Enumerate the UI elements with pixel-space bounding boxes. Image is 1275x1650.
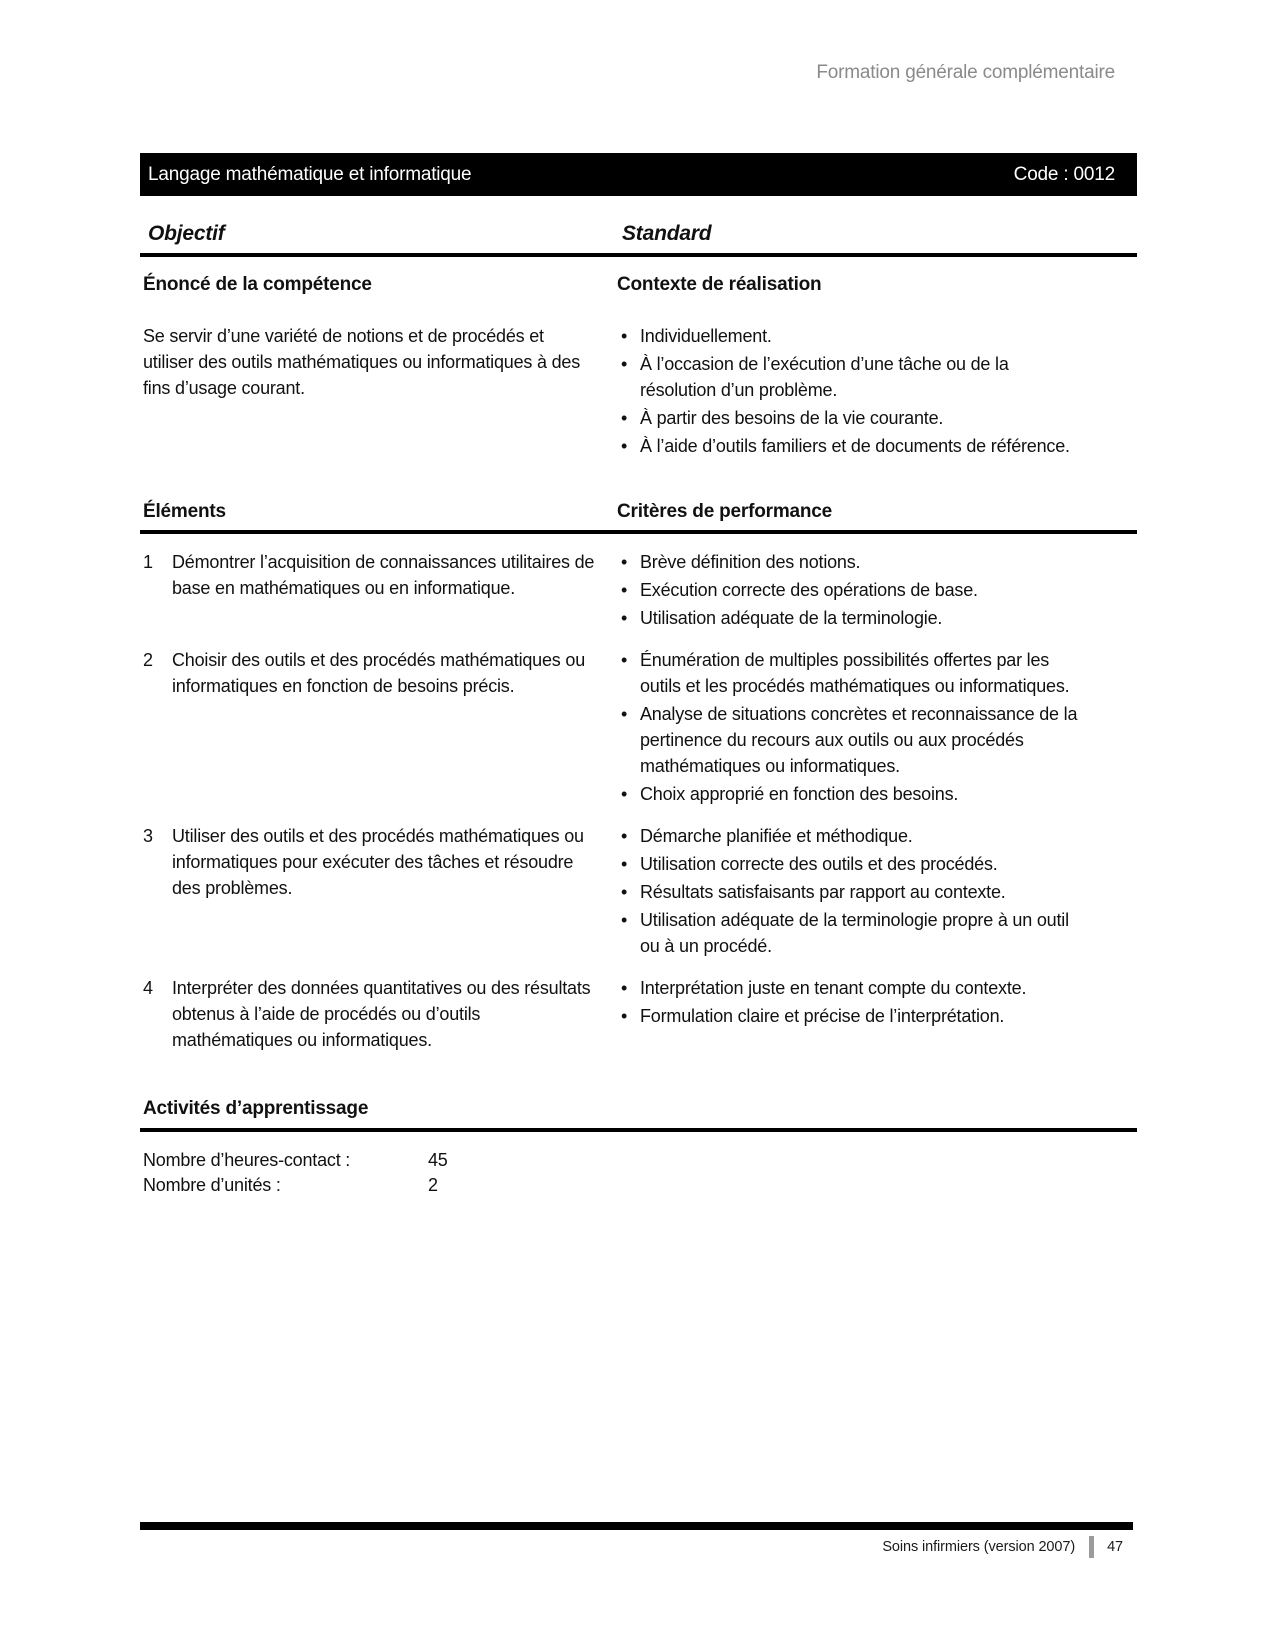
bullet-icon: • [621, 436, 628, 456]
page-number: 47 [1107, 1539, 1123, 1555]
learning-activities-rows [140, 1148, 1137, 1198]
competence-context-row [140, 323, 1137, 461]
element-cell [140, 549, 617, 633]
contexte-heading: Contexte de réalisation [617, 274, 822, 295]
course-title: Langage mathématique et informatique [148, 163, 472, 185]
activity-label: Nombre d’heures-contact : [143, 1150, 351, 1170]
criterion-item [621, 907, 1079, 959]
criterion-text: Analyse de situations concrètes et reconnaissance de la pertinence du recours aux outils ou aux procédés mathématiques ou informatiques. [640, 704, 1078, 776]
criteria-bullet-list [617, 823, 1079, 959]
bullet-icon: • [621, 910, 628, 930]
element-row [140, 975, 1137, 1053]
criterion-text: Choix approprié en fonction des besoins. [640, 784, 959, 804]
bullet-icon: • [621, 608, 628, 628]
criterion-text: Utilisation adéquate de la terminologie propre à un outil ou à un procédé. [640, 910, 1069, 956]
criterion-item [621, 647, 1079, 699]
criterion-item [621, 1003, 1079, 1029]
bullet-icon: • [621, 826, 628, 846]
contexte-bullet-item [621, 351, 1079, 403]
bullet-icon: • [621, 354, 628, 374]
criterion-text: Interprétation juste en tenant compte du contexte. [640, 978, 1027, 998]
criterion-item [621, 879, 1079, 905]
competence-text: Se servir d’une variété de notions et de procédés et utiliser des outils mathématiques ou informatiques à des fins d’usage courant. [143, 326, 581, 398]
contexte-cell [617, 323, 1137, 461]
activity-value: 2 [428, 1175, 438, 1195]
footer-rule [140, 1522, 1133, 1530]
criterion-item [621, 605, 1079, 631]
bullet-icon: • [621, 650, 628, 670]
bullet-icon: • [621, 784, 628, 804]
objectif-header: Objectif [148, 222, 225, 245]
criterion-item [621, 549, 1079, 575]
page-footer [140, 1536, 1123, 1558]
contexte-bullet-item [621, 433, 1079, 459]
element-text: Utiliser des outils et des procédés mathématiques ou informatiques pour exécuter des tâches et résoudre des problèmes. [172, 826, 584, 898]
bullet-icon: • [621, 854, 628, 874]
learning-activities-heading: Activités d’apprentissage [140, 1098, 1137, 1132]
element-number: 3 [143, 826, 153, 846]
element-text: Choisir des outils et des procédés mathématiques ou informatiques en fonction de besoins précis. [172, 650, 586, 696]
element-number: 2 [143, 650, 153, 670]
contexte-bullet-item [621, 323, 1079, 349]
element-cell [140, 975, 617, 1053]
elements-headers [140, 501, 1137, 534]
elements-list [140, 549, 1137, 1067]
element-text: Démontrer l’acquisition de connaissances utilitaires de base en mathématiques ou en informatique. [172, 552, 595, 598]
criterion-text: Démarche planifiée et méthodique. [640, 826, 913, 846]
activity-label: Nombre d’unités : [143, 1175, 281, 1195]
bullet-icon: • [621, 882, 628, 902]
footer-source: Soins infirmiers (version 2007) [882, 1539, 1076, 1555]
contexte-bullet-text: À l’aide d’outils familiers et de documents de référence. [640, 436, 1070, 456]
activity-row [143, 1173, 1137, 1198]
contexte-bullet-text: À l’occasion de l’exécution d’une tâche ou de la résolution d’un problème. [640, 354, 1009, 400]
criterion-text: Exécution correcte des opérations de base. [640, 580, 978, 600]
elements-heading: Éléments [143, 501, 226, 522]
element-text: Interpréter des données quantitatives ou des résultats obtenus à l’aide de procédés ou d’outils mathématiques ou informatiques. [172, 978, 591, 1050]
title-bar [140, 153, 1137, 196]
bullet-icon: • [621, 704, 628, 724]
element-row [140, 549, 1137, 633]
criteria-cell [617, 823, 1137, 961]
column-headers [140, 222, 1137, 257]
contexte-bullet-item [621, 405, 1079, 431]
competence-heading: Énoncé de la compétence [143, 274, 372, 295]
contexte-bullet-text: Individuellement. [640, 326, 772, 346]
standard-header: Standard [622, 222, 712, 245]
criteria-cell [617, 549, 1137, 633]
criterion-item [621, 975, 1079, 1001]
activity-row [143, 1148, 1137, 1173]
criterion-text: Utilisation adéquate de la terminologie. [640, 608, 943, 628]
criterion-item [621, 851, 1079, 877]
criterion-item [621, 577, 1079, 603]
contexte-bullet-text: À partir des besoins de la vie courante. [640, 408, 944, 428]
bullet-icon: • [621, 552, 628, 572]
criteria-bullet-list [617, 647, 1079, 807]
criterion-text: Énumération de multiples possibilités offertes par les outils et les procédés mathématiques ou informatiques. [640, 650, 1070, 696]
element-row [140, 823, 1137, 961]
element-row [140, 647, 1137, 809]
criterion-text: Brève définition des notions. [640, 552, 861, 572]
activity-value: 45 [428, 1150, 448, 1170]
criterion-text: Résultats satisfaisants par rapport au contexte. [640, 882, 1006, 902]
bullet-icon: • [621, 978, 628, 998]
bullet-icon: • [621, 326, 628, 346]
sub-headers [140, 274, 1137, 296]
criterion-item [621, 781, 1079, 807]
element-number: 4 [143, 978, 153, 998]
criterion-item [621, 823, 1079, 849]
bullet-icon: • [621, 408, 628, 428]
course-code: Code : 0012 [1013, 163, 1115, 185]
element-cell [140, 823, 617, 961]
footer-divider [1089, 1536, 1094, 1558]
element-cell [140, 647, 617, 809]
criterion-text: Formulation claire et précise de l’interprétation. [640, 1006, 1005, 1026]
contexte-bullet-list [617, 323, 1079, 459]
criteria-cell [617, 975, 1137, 1053]
criteria-bullet-list [617, 975, 1079, 1029]
running-header: Formation générale complémentaire [816, 62, 1115, 83]
criterion-text: Utilisation correcte des outils et des procédés. [640, 854, 998, 874]
bullet-icon: • [621, 580, 628, 600]
criteria-bullet-list [617, 549, 1079, 631]
element-number: 1 [143, 552, 153, 572]
bullet-icon: • [621, 1006, 628, 1026]
criteria-cell [617, 647, 1137, 809]
criteria-heading: Critères de performance [617, 501, 833, 522]
criterion-item [621, 701, 1079, 779]
